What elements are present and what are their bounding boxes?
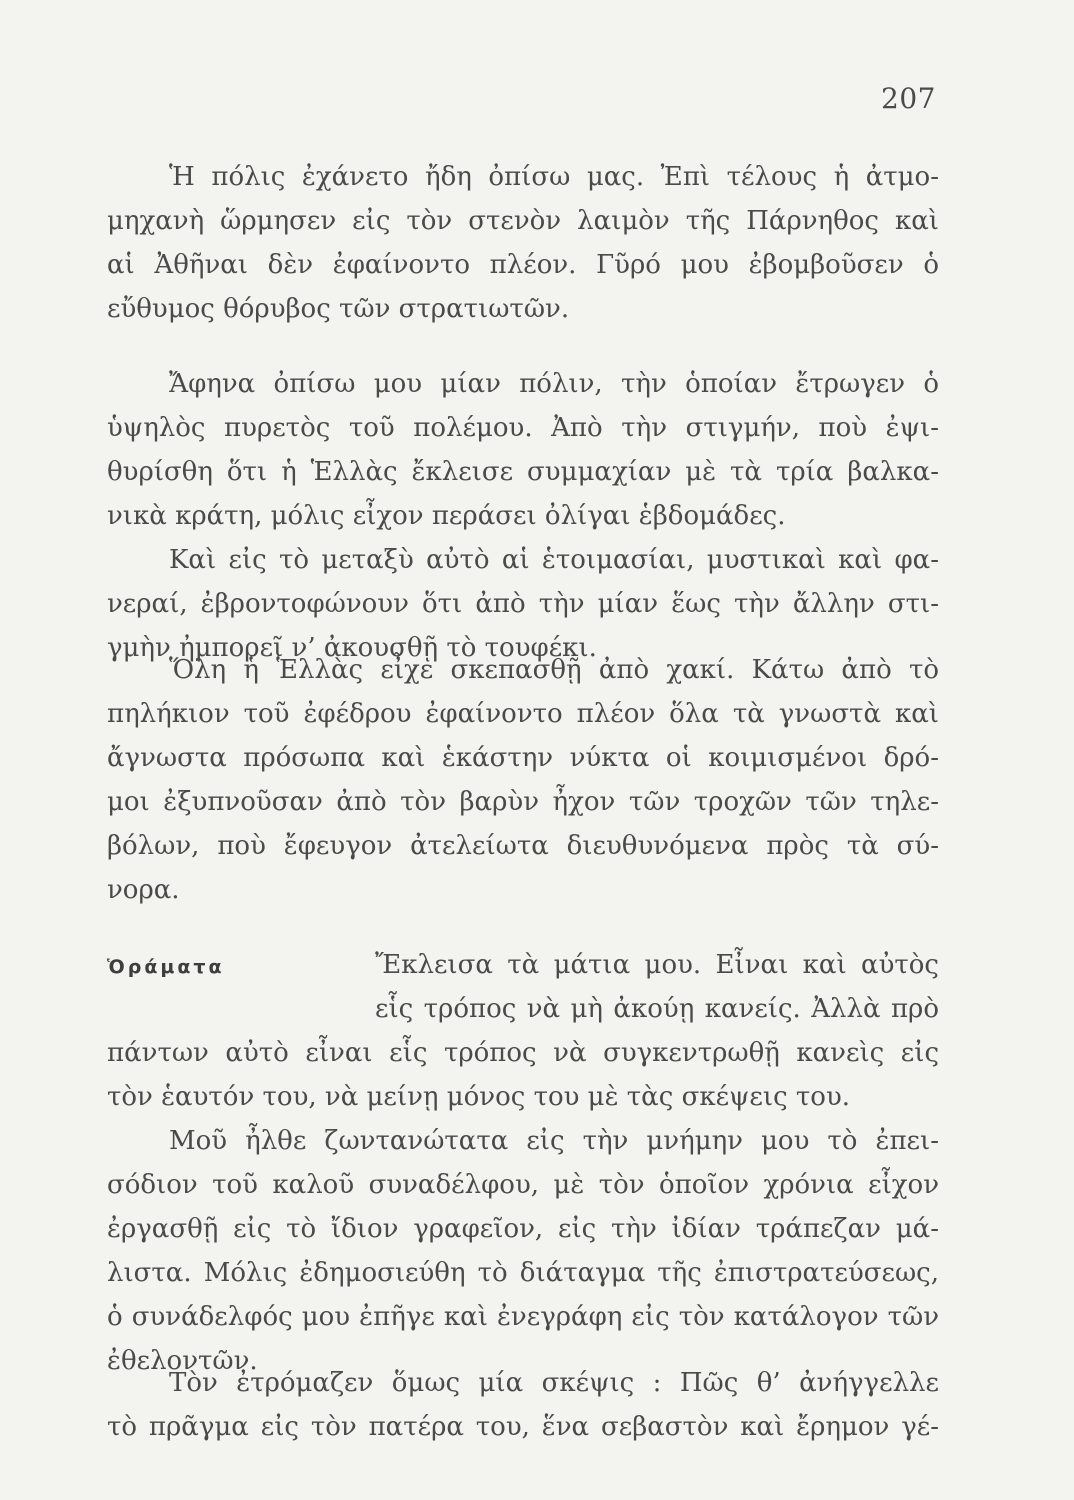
- text-line: λιστα. Μόλις ἐδημοσιεύθη τὸ διάταγμα τῆς ἐπιστρατεύσεως,: [107, 1258, 939, 1288]
- text-line: ἐθελοντῶν.: [107, 1346, 258, 1376]
- page-number: 207: [881, 82, 936, 115]
- text-line: Ἡ πόλις ἐχάνετο ἤδη ὀπίσω μας. Ἐπὶ τέλους ἡ ἀτμο-: [169, 162, 939, 192]
- text-line: Καὶ εἰς τὸ μεταξὺ αὐτὸ αἱ ἑτοιμασίαι, μυστικαὶ καὶ φα-: [169, 545, 939, 575]
- text-line: Τὸν ἐτρόμαζεν ὅμως μία σκέψις : Πῶς θ’ ἀνήγγελλε: [169, 1368, 939, 1398]
- text-line: ὑψηλὸς πυρετὸς τοῦ πολέμου. Ἀπὸ τὴν στιγμήν, ποὺ ἐψι-: [107, 413, 939, 443]
- text-line: μηχανὴ ὥρμησεν εἰς τὸν στενὸν λαιμὸν τῆς Πάρνηθος καὶ: [107, 206, 939, 236]
- text-line: ἄγνωστα πρόσωπα καὶ ἑκάστην νύκτα οἱ κοιμισμένοι δρό-: [107, 743, 939, 773]
- paragraph-5: [107, 943, 939, 1119]
- text-line: θυρίσθη ὅτι ἡ Ἑλλὰς ἔκλεισε συμμαχίαν μὲ τὰ τρία βαλκα-: [107, 457, 939, 487]
- text-line: πάντων αὐτὸ εἶναι εἷς τρόπος νὰ συγκεντρωθῇ κανεὶς εἰς: [107, 1038, 939, 1068]
- text-line: νικὰ κράτη, μόλις εἶχον περάσει ὀλίγαι ἑβδομάδες.: [107, 501, 786, 531]
- text-line: νορα.: [107, 875, 180, 905]
- text-line: εἷς τρόπος νὰ μὴ ἀκούῃ κανείς. Ἀλλὰ πρὸ: [375, 994, 939, 1024]
- paragraph-7: [107, 1361, 939, 1449]
- text-line: Μοῦ ἦλθε ζωντανώτατα εἰς τὴν μνήμην μου τὸ ἐπει-: [169, 1126, 939, 1156]
- text-line: γμὴν ἠμπορεῖ ν’ ἀκουσθῇ τὸ τουφέκι.: [107, 633, 597, 663]
- section-heading: Ὁράματα: [107, 956, 225, 978]
- paragraph-4: [107, 648, 939, 912]
- text-line: Ἔκλεισα τὰ μάτια μου. Εἶναι καὶ αὐτὸς: [375, 950, 939, 980]
- text-line: τὸν ἑαυτόν του, νὰ μείνῃ μόνος του μὲ τὰς σκέψεις του.: [107, 1082, 851, 1112]
- text-line: ἐργασθῇ εἰς τὸ ἴδιον γραφεῖον, εἰς τὴν ἰδίαν τράπεζαν μά-: [107, 1214, 939, 1244]
- text-line: μοι ἐξυπνοῦσαν ἀπὸ τὸν βαρὺν ἦχον τῶν τροχῶν τῶν τηλε-: [107, 787, 939, 817]
- text-line: τὸ πρᾶγμα εἰς τὸν πατέρα του, ἕνα σεβαστὸν καὶ ἔρημον γέ-: [107, 1412, 939, 1442]
- text-line: αἱ Ἀθῆναι δὲν ἐφαίνοντο πλέον. Γῦρό μου ἐβομβοῦσεν ὁ: [107, 250, 939, 280]
- text-line: βόλων, ποὺ ἔφευγον ἀτελείωτα διευθυνόμενα πρὸς τὰ σύ-: [107, 831, 939, 861]
- text-line: νεραί, ἐβροντοφώνουν ὅτι ἀπὸ τὴν μίαν ἕως τὴν ἄλλην στι-: [107, 589, 939, 619]
- text-line: ὁ συνάδελφός μου ἐπῆγε καὶ ἐνεγράφη εἰς τὸν κατάλογον τῶν: [107, 1302, 939, 1332]
- paragraph-1: [107, 155, 939, 331]
- paragraph-6: [107, 1119, 939, 1383]
- text-line: Ὅλη ἡ Ἑλλὰς εἶχε σκεπασθῇ ἀπὸ χακί. Κάτω ἀπὸ τὸ: [169, 655, 939, 685]
- paragraph-2: [107, 362, 939, 538]
- text-line: Ἄφηνα ὀπίσω μου μίαν πόλιν, τὴν ὁποίαν ἔτρωγεν ὁ: [169, 369, 939, 399]
- text-line: εὔθυμος θόρυβος τῶν στρατιωτῶν.: [107, 294, 570, 324]
- text-line: πηλήκιον τοῦ ἐφέδρου ἐφαίνοντο πλέον ὅλα τὰ γνωστὰ καὶ: [107, 699, 939, 729]
- text-line: σόδιον τοῦ καλοῦ συναδέλφου, μὲ τὸν ὁποῖον χρόνια εἶχον: [107, 1170, 939, 1200]
